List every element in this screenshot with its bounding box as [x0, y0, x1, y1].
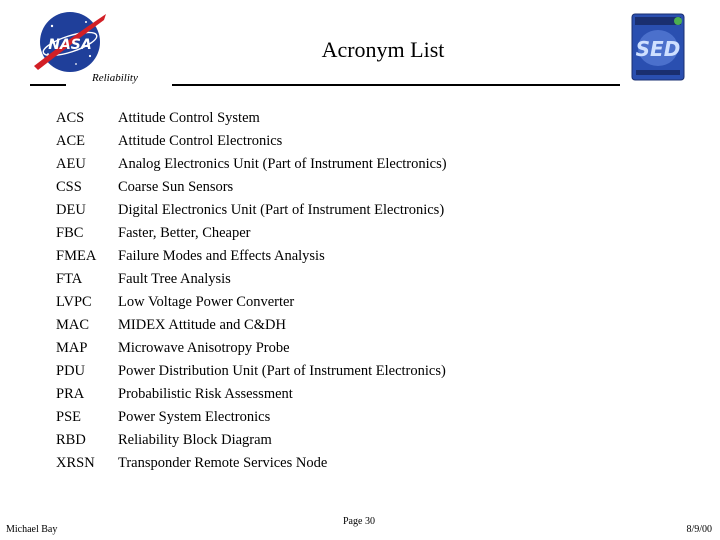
- header-rule-left: [30, 84, 66, 86]
- acronym-abbr: DEU: [56, 202, 86, 218]
- acronym-definition: Analog Electronics Unit (Part of Instrument Electronics): [118, 156, 447, 172]
- acronym-abbr: PDU: [56, 363, 86, 379]
- footer-author: Michael Bay: [6, 524, 58, 535]
- acronym-row: [56, 452, 447, 475]
- acronym-definition: Transponder Remote Services Node: [118, 455, 328, 471]
- acronym-definition: Coarse Sun Sensors: [118, 179, 234, 195]
- footer-page-number: Page 30: [343, 516, 375, 527]
- acronym-abbr: PSE: [56, 409, 81, 425]
- acronym-definition: Probabilistic Risk Assessment: [118, 386, 293, 402]
- acronym-definition: Power System Electronics: [118, 409, 271, 425]
- acronym-definition: Faster, Better, Cheaper: [118, 225, 251, 241]
- sed-logo-icon: [630, 12, 686, 82]
- acronym-abbr: XRSN: [56, 455, 95, 471]
- acronym-abbr: ACS: [56, 110, 85, 126]
- acronym-row: [56, 337, 447, 360]
- acronym-abbr: MAC: [56, 317, 90, 333]
- acronym-row: [56, 314, 447, 337]
- acronym-definition: Attitude Control Electronics: [118, 133, 283, 149]
- acronym-row: [56, 153, 447, 176]
- acronym-row: [56, 245, 447, 268]
- acronym-row: [56, 291, 447, 314]
- acronym-row: [56, 199, 447, 222]
- acronym-row: [56, 176, 447, 199]
- sed-logo: [630, 12, 686, 82]
- acronym-definition: Low Voltage Power Converter: [118, 294, 295, 310]
- acronym-abbr: FTA: [56, 271, 83, 287]
- acronym-row: [56, 360, 447, 383]
- nasa-logo: [30, 8, 110, 76]
- acronym-definition: Power Distribution Unit (Part of Instrument Electronics): [118, 363, 446, 379]
- acronym-abbr: CSS: [56, 179, 82, 195]
- acronym-abbr: LVPC: [56, 294, 92, 310]
- acronym-row: [56, 429, 447, 452]
- acronym-abbr: AEU: [56, 156, 86, 172]
- acronym-abbr: RBD: [56, 432, 86, 448]
- svg-text:NASA: NASA: [48, 37, 92, 53]
- page-title: Acronym List: [321, 37, 445, 62]
- acronym-definition: Digital Electronics Unit (Part of Instrument Electronics): [118, 202, 445, 218]
- acronym-abbr: ACE: [56, 133, 85, 149]
- svg-text:SED: SED: [635, 37, 681, 61]
- acronym-abbr: FMEA: [56, 248, 97, 264]
- acronym-definition: Reliability Block Diagram: [118, 432, 272, 448]
- acronym-definition: Microwave Anisotropy Probe: [118, 340, 290, 356]
- acronym-row: [56, 107, 447, 130]
- acronym-definition: MIDEX Attitude and C&DH: [118, 317, 286, 333]
- acronym-abbr: FBC: [56, 225, 84, 241]
- acronym-row: [56, 383, 447, 406]
- acronym-row: [56, 406, 447, 429]
- acronym-definition: Attitude Control System: [118, 110, 260, 126]
- footer-date: 8/9/00: [686, 524, 712, 535]
- acronym-list: [56, 107, 447, 475]
- acronym-row: [56, 268, 447, 291]
- nasa-meatball-logo-icon: [30, 8, 110, 76]
- acronym-row: [56, 222, 447, 245]
- header-rule-right: [172, 84, 620, 86]
- section-subtitle: Reliability: [92, 72, 138, 84]
- acronym-definition: Failure Modes and Effects Analysis: [118, 248, 325, 264]
- acronym-abbr: PRA: [56, 386, 85, 402]
- acronym-abbr: MAP: [56, 340, 88, 356]
- acronym-row: [56, 130, 447, 153]
- acronym-definition: Fault Tree Analysis: [118, 271, 231, 287]
